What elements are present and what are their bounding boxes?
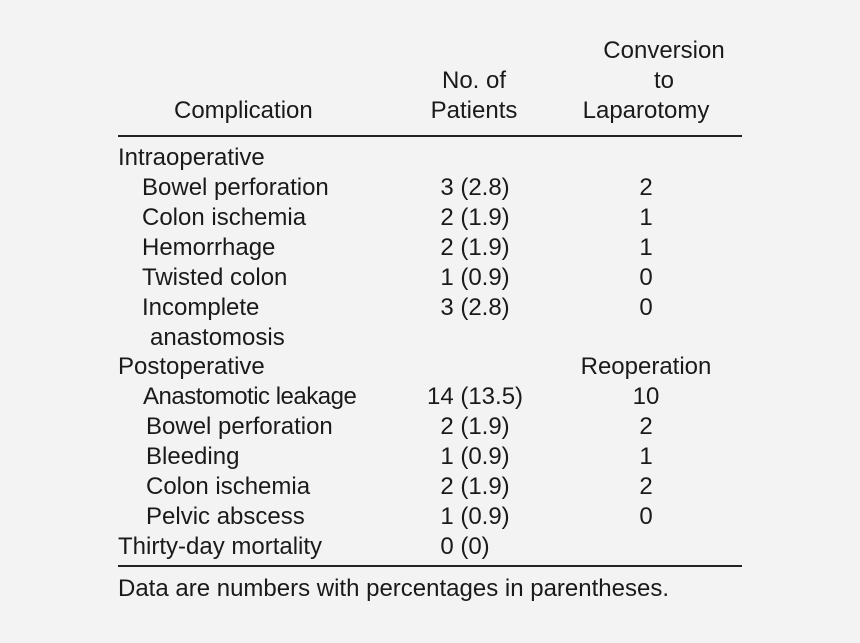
mortality-patients: 0 (0) [440, 533, 490, 560]
row-patients: 1 (0.9) [440, 264, 510, 291]
row-patients: 2 (1.9) [440, 413, 510, 440]
row-outcome: 10 [632, 383, 660, 410]
row-outcome: 2 [639, 174, 653, 201]
header-rule [118, 135, 742, 137]
row-patients: 3 (2.8) [440, 294, 510, 321]
row-patients: 1 (0.9) [440, 443, 510, 470]
header-conversion-line1: Conversion [603, 37, 725, 64]
row-label: Hemorrhage [142, 234, 276, 261]
row-label: Colon ischemia [146, 473, 311, 500]
row-outcome: 0 [639, 264, 653, 291]
row-outcome: 2 [639, 413, 653, 440]
header-conversion-line3: Laparotomy [582, 97, 710, 124]
row-outcome: 1 [639, 443, 653, 470]
row-label: Incomplete [142, 294, 260, 321]
header-complication: Complication [174, 97, 313, 124]
row-label: Bleeding [146, 443, 240, 470]
mortality-label: Thirty-day mortality [118, 533, 323, 560]
footnote: Data are numbers with percentages in parentheses. [118, 575, 669, 602]
footer-rule [118, 565, 742, 567]
row-label: Bowel perforation [142, 174, 329, 201]
row-label: Bowel perforation [146, 413, 333, 440]
header-conversion-line2: to [653, 67, 674, 94]
row-label: Pelvic abscess [146, 503, 305, 530]
row-patients: 2 (1.9) [440, 234, 510, 261]
row-outcome: 1 [639, 234, 653, 261]
row-label: Anastomotic leakage [143, 383, 357, 410]
row-patients: 1 (0.9) [440, 503, 510, 530]
row-patients: 3 (2.8) [440, 174, 510, 201]
header-patients-line1: No. of [441, 67, 507, 94]
row-label: Colon ischemia [142, 204, 307, 231]
row-patients: 14 (13.5) [426, 383, 524, 410]
section-intraoperative: Intraoperative [118, 144, 265, 171]
header-reoperation: Reoperation [580, 353, 712, 380]
header-patients-line2: Patients [430, 97, 518, 124]
row-outcome: 1 [639, 204, 653, 231]
row-outcome: 0 [639, 294, 653, 321]
section-postoperative: Postoperative [118, 353, 265, 380]
row-patients: 2 (1.9) [440, 204, 510, 231]
row-patients: 2 (1.9) [440, 473, 510, 500]
row-label: Twisted colon [142, 264, 288, 291]
row-outcome: 2 [639, 473, 653, 500]
row-outcome: 0 [639, 503, 653, 530]
row-label-continuation: anastomosis [150, 324, 285, 351]
